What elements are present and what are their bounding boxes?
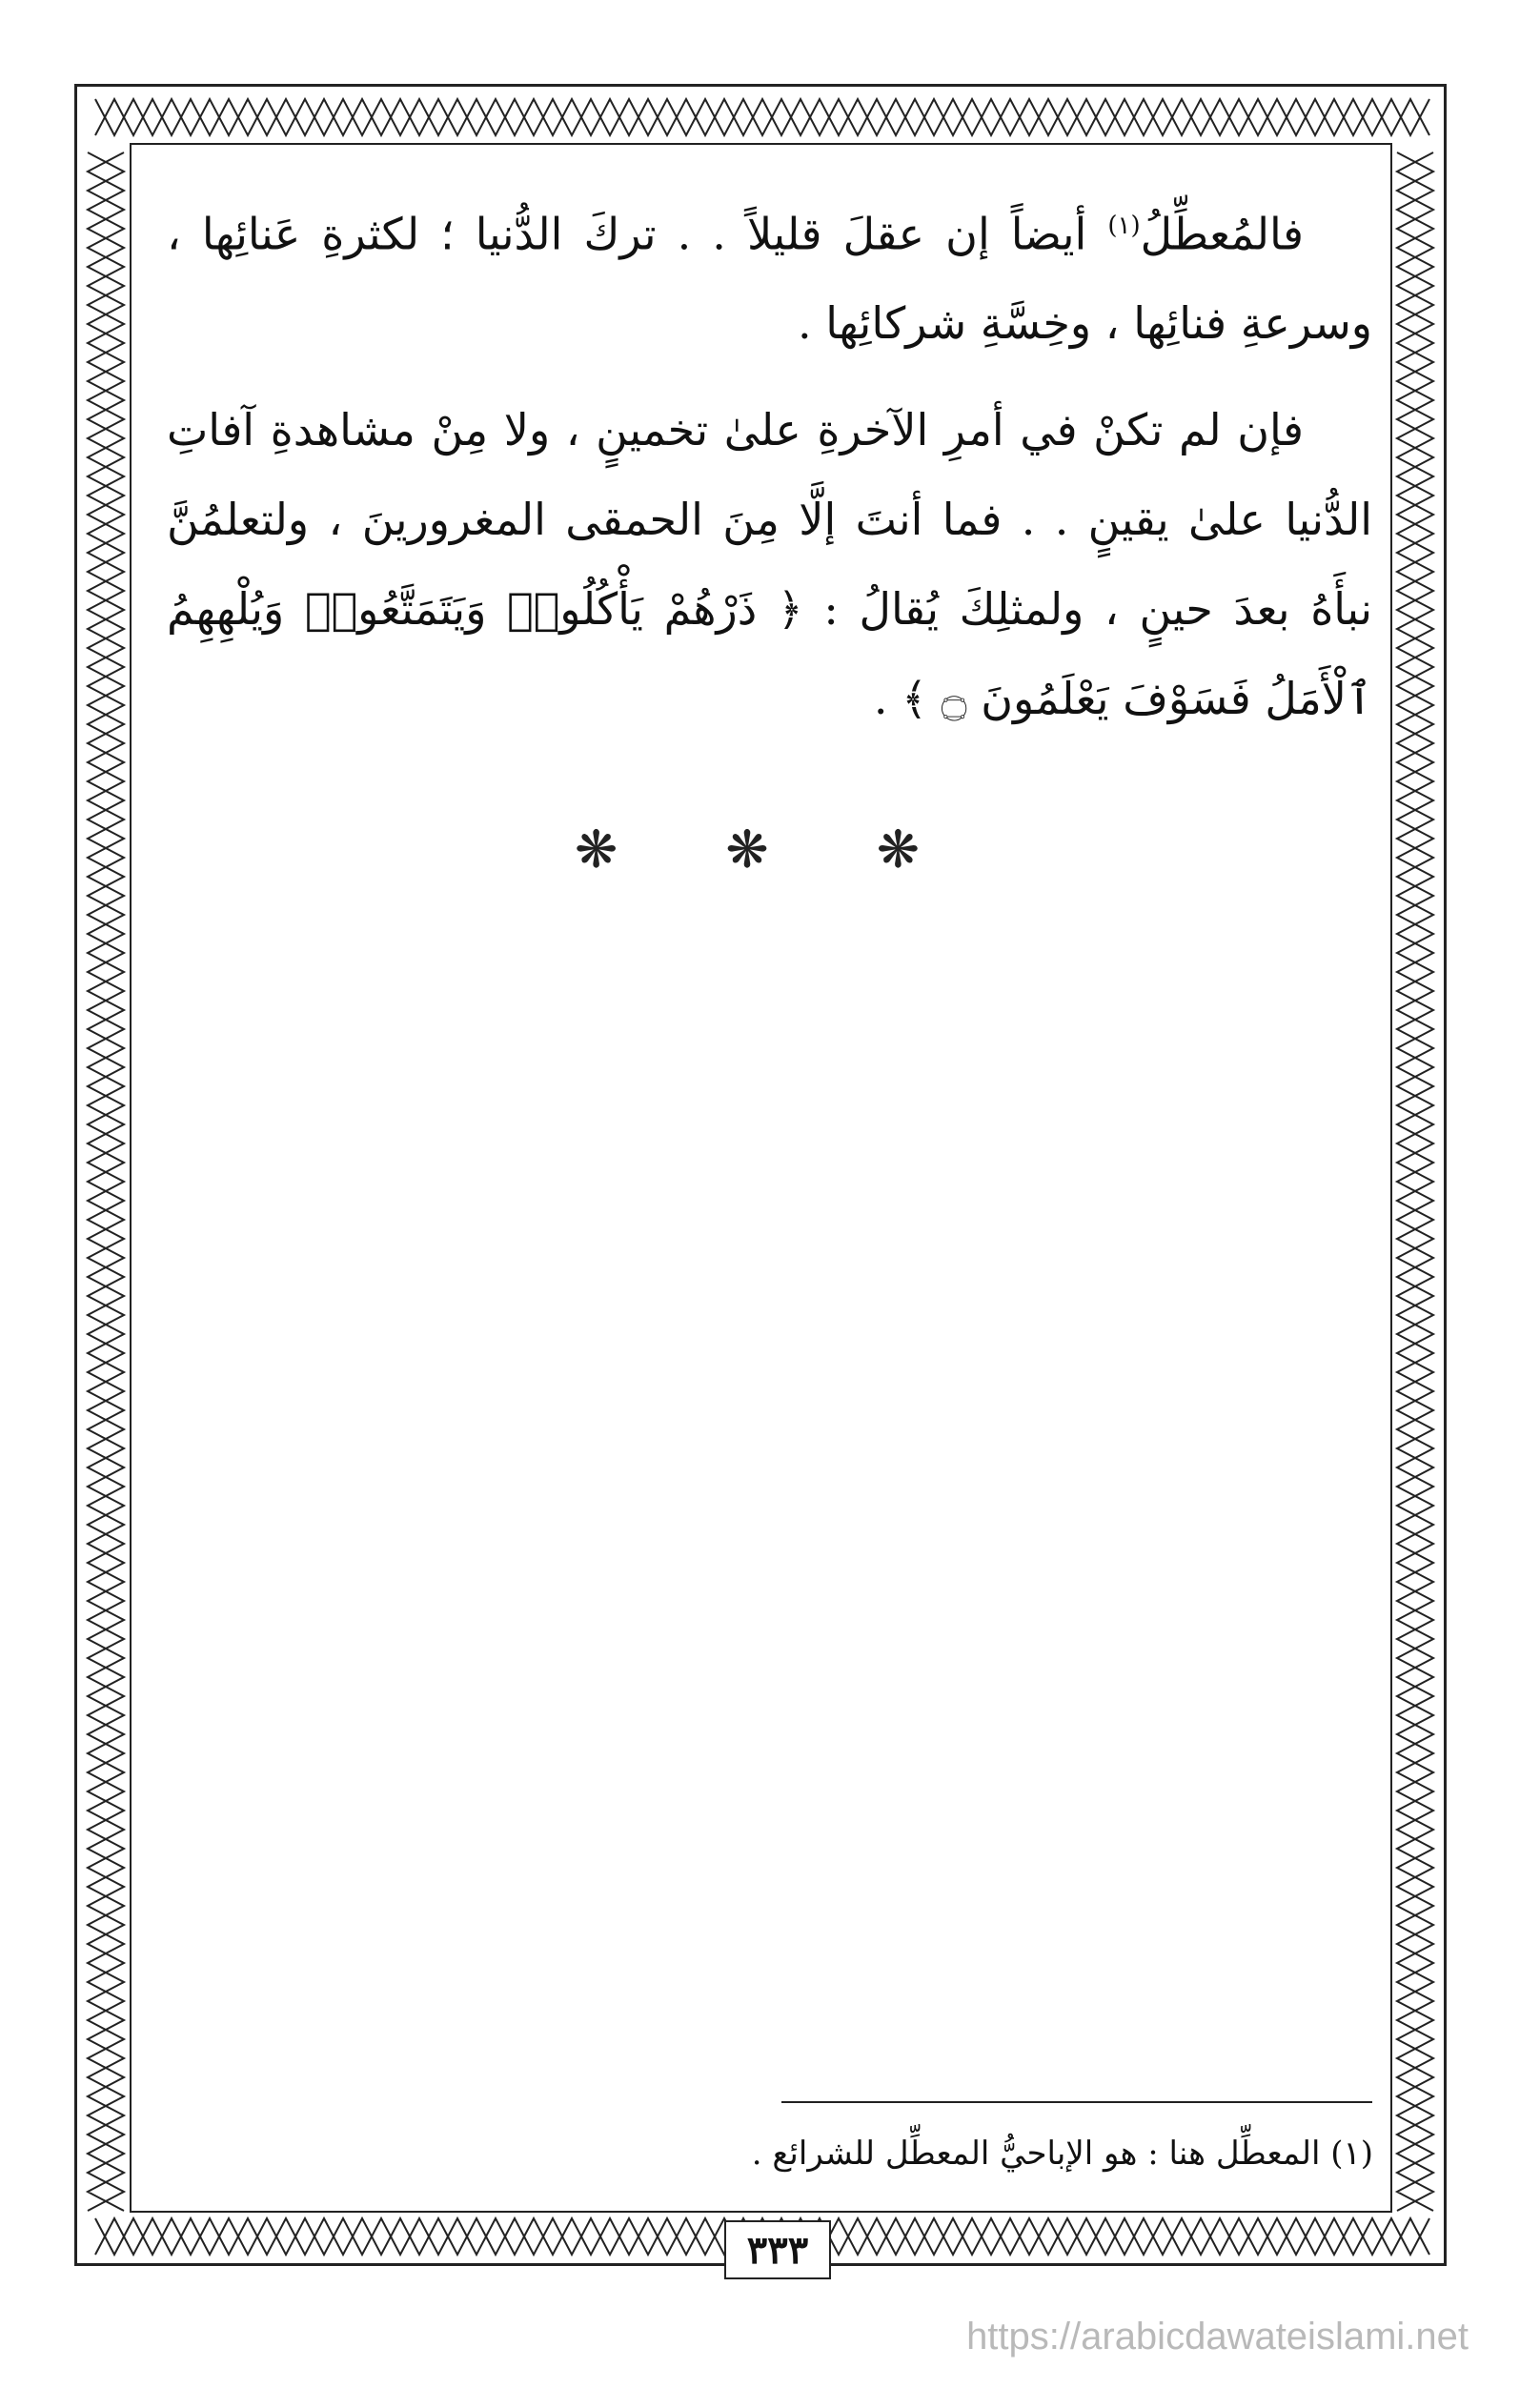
footnote: (١) المعطِّل هنا : هو الإباحيُّ المعطِّل للشرائع . <box>751 2135 1373 2173</box>
watermark-url[interactable]: https://arabicdawateislami.net <box>966 2316 1469 2358</box>
paragraph-1-start: فالمُعطِّلُ <box>1140 208 1304 260</box>
paragraph-1-rest: أيضاً إن عقلَ قليلاً . . تركَ الدُّنيا ؛ لكثرةِ عَنائِها ، وسرعةِ فنائِها ، وخِسَّةِ شركائِها . <box>167 208 1372 350</box>
paragraph-2-text: فإن لم تكنْ في أمرِ الآخرةِ علىٰ تخمينٍ ، ولا مِنْ مشاهدةِ آفاتِ الدُّنيا علىٰ يقينٍ . . فما أنتَ إلَّا مِنَ الحمقى المغرورينَ ، ولتعلمُنَّ نبأَهُ بعدَ حينٍ ، ولمثلِكَ يُقالُ : <box>167 404 1372 636</box>
footnote-ref[interactable]: (١) <box>1107 212 1141 240</box>
quran-verse: ﴿ ذَرْهُمْ يَأْكُلُوا۟ وَيَتَمَتَّعُوا۟ وَيُلْهِهِمُ ٱلْأَمَلُ فَسَوْفَ يَعْلَمُونَ ۝ ﴾ . <box>167 583 1372 725</box>
page-number: ٣٣٣ <box>724 2220 831 2279</box>
page-body <box>167 181 1372 760</box>
footnote-divider <box>781 2101 1372 2103</box>
paragraph-1 <box>167 181 1372 368</box>
section-separator: ❋ ❋ ❋ <box>574 820 966 880</box>
paragraph-2 <box>167 385 1372 743</box>
